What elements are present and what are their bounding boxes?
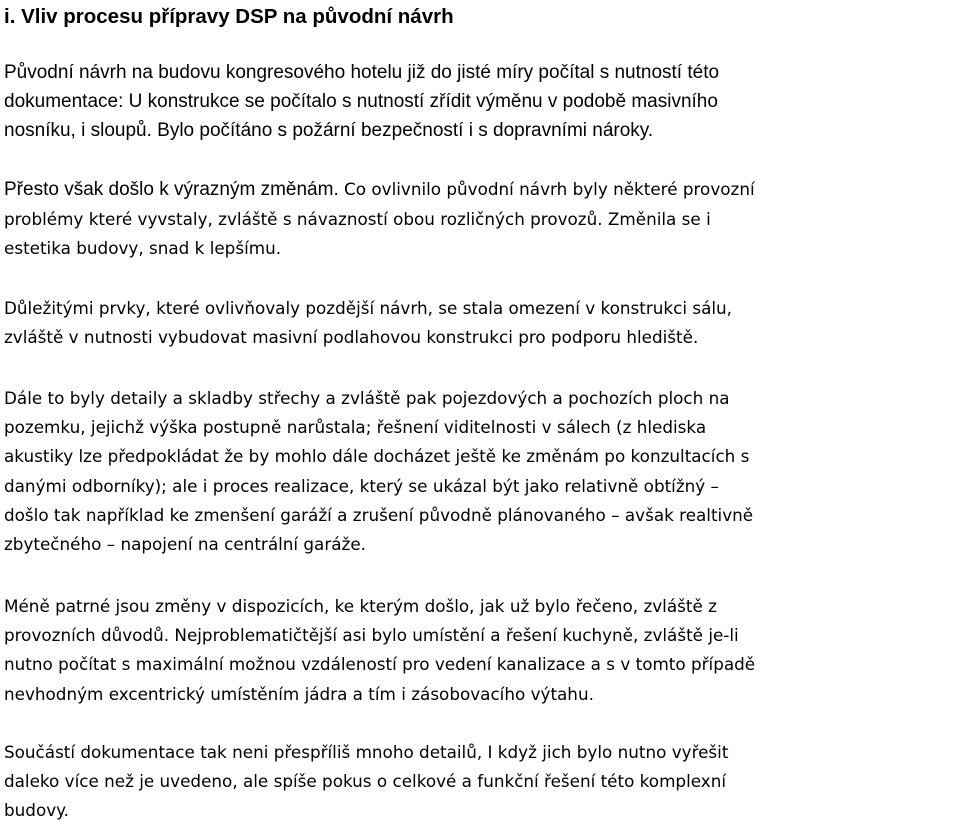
paragraph-1-line-3: nosníku, i sloupů. Bylo počítáno s požární bezpečností i s dopravními nároky. bbox=[4, 120, 654, 141]
paragraph-4-line-2: pozemku, jejichž výška postupně narůstala; řešnení viditelnosti v sálech (z hlediska bbox=[4, 417, 707, 438]
paragraph-6 bbox=[4, 738, 728, 826]
paragraph-4-line-3: akustiky lze předpokládat že by mohlo dále docházet ještě ke změnám po konzultacích s bbox=[4, 446, 750, 467]
paragraph-2 bbox=[4, 175, 755, 263]
paragraph-1 bbox=[4, 58, 719, 145]
paragraph-4-line-5: došlo tak například ke zmenšení garáží a zrušení původně plánovaného – avšak realtivně bbox=[4, 504, 754, 525]
paragraph-4 bbox=[4, 384, 753, 559]
paragraph-6-line-2: daleko více než je uvedeno, ale spíše pokus o celkové a funkční řešení této komplexní bbox=[4, 771, 726, 792]
paragraph-2-line-2: problémy které vyvstaly, zvláště s návazností obou rozličných provozů. Změnila se i bbox=[4, 209, 711, 229]
paragraph-5 bbox=[4, 592, 755, 709]
paragraph-3-line-2: zvláště v nutnosti vybudovat masivní podlahovou konstrukci pro podporu hlediště. bbox=[4, 327, 699, 348]
paragraph-6-line-3: budovy. bbox=[4, 800, 70, 821]
paragraph-3 bbox=[4, 294, 732, 352]
paragraph-4-line-6: zbytečného – napojení na centrální garáže. bbox=[4, 534, 366, 555]
paragraph-2-line-3: estetika budovy, snad k lepšímu. bbox=[4, 238, 282, 258]
paragraph-5-line-4: nevhodným excentrický umístěním jádra a tím i zásobovacího výtahu. bbox=[4, 683, 594, 704]
section-heading: i. Vliv procesu přípravy DSP na původní návrh bbox=[4, 5, 454, 28]
paragraph-5-line-3: nutno počítat s maximální možnou vzdáleností pro vedení kanalizace a s v tomto případě bbox=[4, 654, 756, 675]
paragraph-1-line-2: dokumentace: U konstrukce se počítalo s nutností zřídit výměnu v podobě masivního bbox=[4, 91, 718, 112]
paragraph-6-line-1: Součástí dokumentace tak neni přespříliš mnoho detailů, I když jich bylo nutno vyřešit bbox=[4, 742, 729, 762]
paragraph-4-line-4: danými odborníky); ale i proces realizace, který se ukázal být jako relativně obtížný – bbox=[4, 475, 719, 496]
paragraph-1-line-1: Původní návrh na budovu kongresového hotelu již do jisté míry počítal s nutností této bbox=[4, 62, 720, 83]
paragraph-5-line-2: provozních důvodů. Nejproblematičtější asi bylo umístění a řešení kuchyně, zvláště je-li bbox=[4, 625, 739, 646]
paragraph-3-line-1: Důležitými prvky, které ovlivňovaly pozdější návrh, se stala omezení v konstrukci sálu, bbox=[4, 298, 732, 318]
paragraph-2-line-1-part-b: Co ovlivnilo původní návrh byly některé provozní bbox=[338, 179, 755, 199]
paragraph-5-line-1: Méně patrné jsou změny v dispozicích, ke kterým došlo, jak už bylo řečeno, zvláště z bbox=[4, 596, 717, 616]
paragraph-2-line-1-part-a: Přesto však došlo k výrazným změnám. bbox=[4, 179, 339, 200]
paragraph-4-line-1: Dále to byly detaily a skladby střechy a zvláště pak pojezdových a pochozích ploch na bbox=[4, 388, 730, 408]
